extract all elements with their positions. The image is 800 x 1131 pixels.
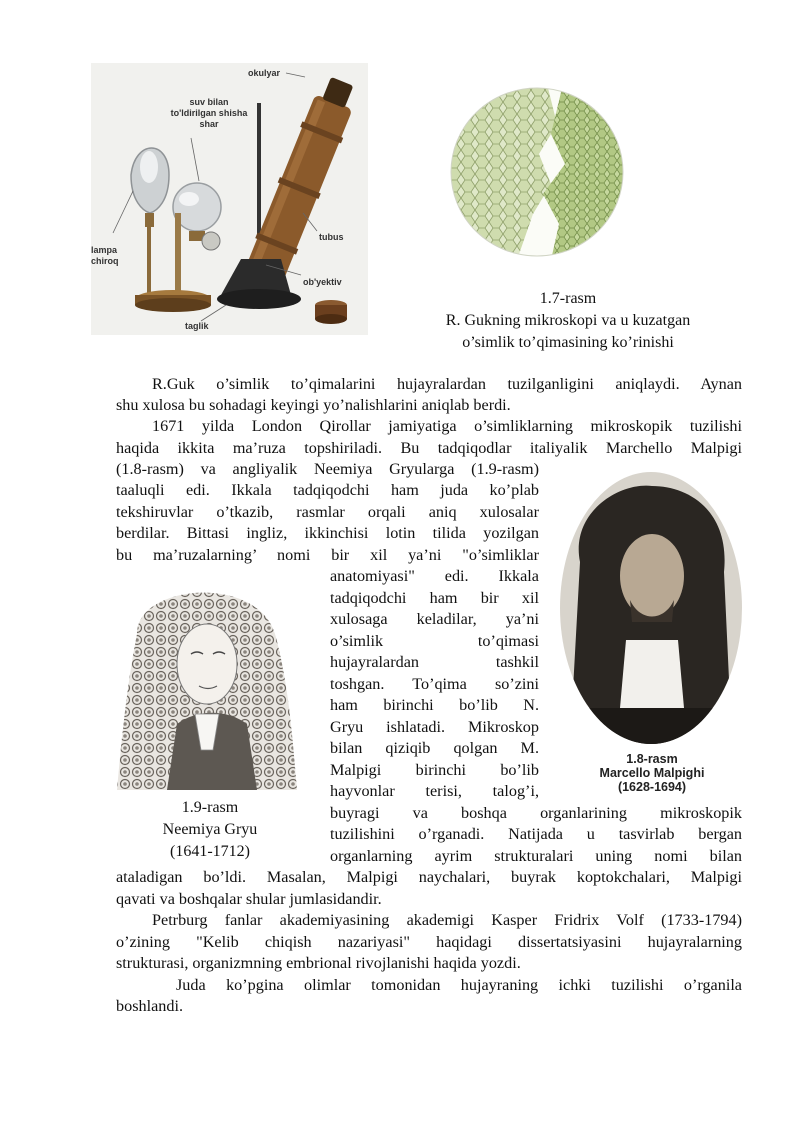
label-shar-line: to'ldirilgan shisha xyxy=(170,108,248,118)
text-line: shu xulosa bu sohadagi keyingi yo’nalishlarini aniqlab berdi. xyxy=(116,396,511,414)
label-shar-line: suv bilan xyxy=(189,97,229,107)
text-line: bilan qiziqib qolgan M. xyxy=(330,739,539,757)
caption-line: (1641-1712) xyxy=(170,843,250,860)
label-obyektiv: ob'yektiv xyxy=(303,277,342,287)
text-line: Juda ko’pgina olimlar tomonidan hujayraning ichki tuzilishi o’rganila xyxy=(176,976,742,994)
text-line: o’simlik to’qimasi xyxy=(330,632,539,650)
text-line: Malpigi birinchi bo’lib xyxy=(330,761,539,779)
caption-line: 1.8-rasm xyxy=(626,752,678,766)
text-line: tadqiqodchi ham bir xil xyxy=(330,589,539,607)
text-line: berdilar. Bittasi ingliz, ikkinchisi lotin tilida yozilgan xyxy=(116,524,539,542)
caption-line: 1.9-rasm xyxy=(181,799,239,816)
text-line: taaluqli edi. Ikkala tadqiqodchi ham juda ko’plab xyxy=(116,481,539,499)
text-line: hujayralardan tashkil xyxy=(330,653,539,671)
text-line: strukturasi, organizmning embrional rivojlanishi haqida yozdi. xyxy=(116,954,521,972)
text-line: anatomiyasi" edi. Ikkala xyxy=(330,567,539,585)
microscope-figure xyxy=(91,63,368,335)
text-line: tuzilishini o’rganadi. Natijada u tasvirlab bergan xyxy=(330,825,742,843)
text-line: ham birinchi bo’lib N. xyxy=(330,696,539,714)
text-line: 1671 yilda London Qirollar jamiyatiga o’simliklarning mikroskopik tuzilishi xyxy=(152,417,742,435)
figure19-caption xyxy=(120,797,300,863)
label-lampa xyxy=(91,245,119,267)
caption-line: Marcello Malpighi xyxy=(599,766,705,780)
label-lampa-line: chiroq xyxy=(91,256,119,266)
text-line: boshlandi. xyxy=(116,997,183,1015)
label-shar-line: shar xyxy=(199,119,219,129)
malpighi-portrait xyxy=(560,472,742,744)
caption-line: o’simlik to’qimasining ko’rinishi xyxy=(462,334,674,351)
figure18-caption xyxy=(576,752,728,794)
caption-line: Neemiya Gryu xyxy=(162,821,258,838)
label-shar xyxy=(161,97,257,130)
label-okulyar: okulyar xyxy=(248,68,281,78)
text-line: bu ma’ruzalarning’ nomi bir xil ya’ni "o’simliklar xyxy=(116,546,539,564)
caption-line: (1628-1694) xyxy=(617,780,687,794)
malpighi-portrait-image xyxy=(560,472,742,744)
caption-line: R. Gukning mikroskopi va u kuzatgan xyxy=(445,312,691,329)
figure17-caption xyxy=(408,288,728,354)
plant-tissue-figure xyxy=(447,84,627,260)
text-line: xulosaga keladilar, ya’ni xyxy=(330,610,539,628)
text-line: organlarning ayrim strukturalari uning nomi bilan xyxy=(330,847,742,865)
caption-line: 1.7-rasm xyxy=(539,290,597,307)
text-line: Petrburg fanlar akademiyasining akademigi Kasper Fridrix Volf (1733-1794) xyxy=(152,911,742,929)
text-line: (1.8-rasm) va angliyalik Neemiya Gryularga (1.9-rasm) xyxy=(116,460,539,478)
text-line: haqida ikkita ma’ruza topshiriladi. Bu tadqiqodlar italiyalik Marchello Malpigi xyxy=(116,439,742,457)
text-line: qavati va boshqalar shular jumlasidandir. xyxy=(116,890,382,908)
text-line: toshgan. To’qima so’zini xyxy=(330,675,539,693)
label-tubus: tubus xyxy=(319,232,344,242)
text-line: buyragi va boshqa organlarining mikroskopik xyxy=(330,804,742,822)
label-lampa-line: lampa xyxy=(91,245,118,255)
text-line: o’zining "Kelib chiqish nazariyasi" haqidagi dissertatsiyasini hujayralarning xyxy=(116,933,742,951)
label-taglik: taglik xyxy=(185,321,209,331)
text-line: tekshiruvlar o’tkazib, rasmlar orqali aniq xulosalar xyxy=(116,503,539,521)
text-line: R.Guk o’simlik to’qimalarini hujayralardan tuzilganligini aniqlaydi. Aynan xyxy=(152,375,742,393)
text-line: hayvonlar terisi, talog’i, xyxy=(330,782,539,800)
plant-tissue-illustration xyxy=(447,84,627,260)
text-line: ataladigan bo’ldi. Masalan, Malpigi naychalari, buyrak koptokchalari, Malpigi xyxy=(116,868,742,886)
text-line: Gryu ishlatadi. Mikroskop xyxy=(330,718,539,736)
gryu-portrait xyxy=(107,574,307,790)
gryu-portrait-image xyxy=(107,574,307,790)
